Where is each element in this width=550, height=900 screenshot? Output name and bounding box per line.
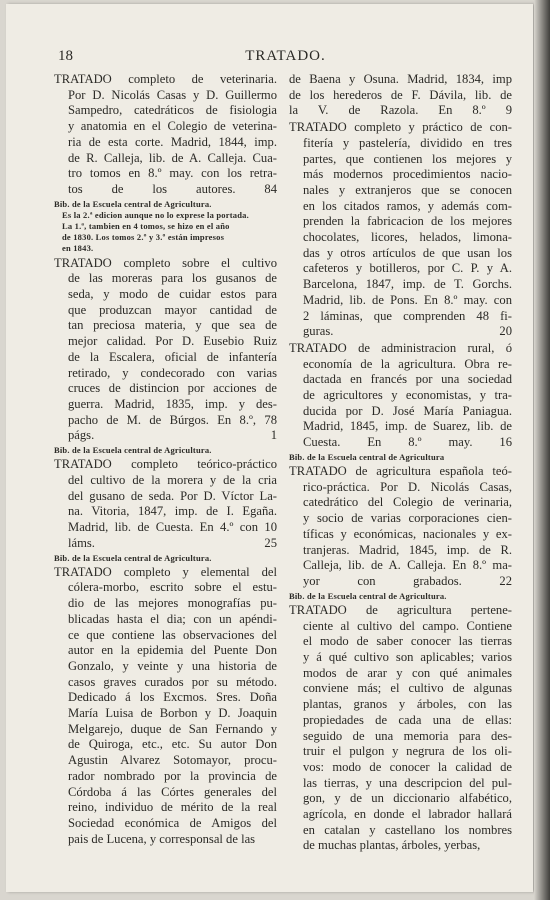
- entry-line: conviene más; el cultivo de algunas: [303, 681, 512, 696]
- entry-line: Madrid, lib. de Cuesta. En 4.º con 10: [68, 520, 277, 535]
- entry-line: propiedades de cada una de ellas:: [303, 712, 512, 727]
- entry-line: mejor calidad. Por D. Eusebio Ruiz: [68, 334, 277, 349]
- entry-line: de agricultores y economistas, y tra-: [303, 388, 512, 403]
- entry-line: Por D. Nicolás Casas y D. Guillermo: [68, 87, 277, 102]
- library-note: [289, 591, 512, 602]
- catalog-entry: [289, 120, 512, 340]
- entry-line: más modernos procedimientos nacio-: [303, 167, 512, 182]
- entry-line: págs. 1: [68, 428, 277, 443]
- page-header: [58, 48, 513, 72]
- note-line: La 1.ª, tambien en 4 tomos, se hizo en el año: [62, 221, 230, 232]
- entry-line: de Quiroga, etc., etc. Su autor Don: [68, 737, 277, 752]
- entry-line: ducida por D. José María Paniagua.: [303, 403, 512, 418]
- entry-heading-line: TRATADO completo sobre el cultivo: [54, 255, 277, 270]
- entry-line: de las moreras para los gusanos de: [68, 271, 277, 286]
- entry-line: del gusano de seda. Por D. Víctor La-: [68, 488, 277, 503]
- entry-line: Barcelona, 1847, imp. de T. Gorchs.: [303, 277, 512, 292]
- entry-line: las tierras, y una descripcion del pul-: [303, 775, 512, 790]
- entry-line: retirado, y condecorado con varias: [68, 365, 277, 380]
- entry-line: vos: modo de conocer la calidad de: [303, 759, 512, 774]
- entry-line: tro tomos en 8.º may. con los retra-: [68, 166, 277, 181]
- entry-line: y socio de varias corporaciones cien-: [303, 511, 512, 526]
- entry-line: en los citados ramos, y además com-: [303, 198, 512, 213]
- entry-line: autor en la epidemia del Puente Don: [68, 643, 277, 658]
- page-edge-shadow: [534, 0, 550, 900]
- entry-line: tíficas y económicas, nacionales y ex-: [303, 526, 512, 541]
- entry-line: de los herederos de F. Dávila, lib. de: [289, 87, 512, 102]
- catalog-entry: [54, 457, 277, 551]
- running-title: TRATADO.: [245, 48, 326, 64]
- entry-line: cruces de distincion por acciones de: [68, 381, 277, 396]
- entry-heading-line: TRATADO de administracion rural, ó: [289, 340, 512, 355]
- entry-line: tranjeras. Madrid, 1845, imp. de R.: [303, 542, 512, 557]
- library-note: [54, 199, 277, 255]
- entry-line: el modo de saber conocer las tierras: [303, 634, 512, 649]
- entry-line: de Baena y Osuna. Madrid, 1834, imp: [289, 72, 512, 86]
- catalog-entry: [54, 256, 277, 444]
- entry-line: modos de arar y con qué animales: [303, 665, 512, 680]
- entry-heading-line: TRATADO de agricultura española teó-: [289, 464, 512, 479]
- entry-heading-line: TRATADO completo y práctico de con-: [289, 120, 512, 135]
- entry-line: en catalan y castellano los nombres: [303, 822, 512, 837]
- entry-line: blicadas hasta el dia; con un apéndi-: [68, 611, 277, 626]
- entry-line: yor con grabados. 22: [303, 574, 512, 588]
- entry-line: seguido de una memoria para des-: [303, 728, 512, 743]
- catalog-entry: [289, 72, 512, 119]
- entry-line: del cultivo de la morera y de la cria: [68, 472, 277, 487]
- entry-line: gon, y de un diccionario alfabético,: [303, 791, 512, 806]
- note-line: de 1830. Los tomos 2.º y 3.º están impresos: [62, 232, 225, 243]
- entry-line: rador nombrado por la provincia de: [68, 768, 277, 783]
- entry-heading-line: TRATADO completo de veterinaria.: [54, 72, 277, 86]
- library-note: [54, 553, 277, 564]
- note-line: Bib. de la Escuela central de Agricultura.: [54, 445, 212, 456]
- entry-line: reino, individuo de mérito de la real: [68, 800, 277, 815]
- entry-line: pais de Lucena, y corresponsal de las: [68, 831, 256, 846]
- catalog-entry: [54, 72, 277, 198]
- entry-line: la V. de Razola. En 8.º 9: [289, 103, 512, 118]
- entry-line: catedrático del Colegio de verinaria,: [303, 495, 512, 510]
- library-note: [289, 452, 512, 463]
- entry-line: guras. 20: [303, 324, 512, 339]
- left-column: [54, 72, 277, 848]
- entry-line: economía de la agricultura. Obra re-: [303, 356, 512, 371]
- entry-line: ciente al cultivo del campo. Contiene: [303, 618, 512, 633]
- entry-line: Dedicado á los Excmos. Sres. Doña: [68, 690, 277, 705]
- book-page: [6, 4, 533, 892]
- page-number: 18: [58, 48, 73, 64]
- entry-line: tan preciosa materia, y que sea de: [68, 318, 277, 333]
- entry-line: Sociedad económica de Amigos del: [68, 815, 277, 830]
- entry-heading-line: TRATADO de agricultura pertene-: [289, 602, 512, 617]
- catalog-entry: [289, 464, 512, 590]
- entry-line: Córdoba á las Córtes generales del: [68, 784, 277, 799]
- note-line: en 1843.: [62, 243, 94, 254]
- entry-heading-line: TRATADO completo teórico-práctico: [54, 457, 277, 472]
- entry-line: truir el pulgon y negrura de los oli-: [303, 744, 512, 759]
- entry-line: fitería y pastelería, dividido en tres: [303, 135, 512, 150]
- catalog-entry: [289, 341, 512, 451]
- catalog-entry: [54, 565, 277, 848]
- note-line: Bib. de la Escuela central de Agricultura: [289, 451, 445, 462]
- entry-line: ce que contiene las observaciones del: [68, 627, 277, 642]
- library-note: [54, 445, 277, 456]
- right-column: [289, 72, 512, 855]
- entry-line: dactada en francés por una sociedad: [303, 372, 512, 387]
- note-line: Bib. de la Escuela central de Agricultura.: [54, 198, 212, 209]
- note-line: Bib. de la Escuela central de Agricultura.: [54, 552, 212, 563]
- entry-line: Madrid, 1845, imp. de Suarez, lib. de: [303, 419, 512, 434]
- entry-line: María Luisa de Borbon y D. Joaquin: [68, 706, 277, 721]
- entry-line: prenden la fabricacion de los mejores: [303, 214, 512, 229]
- entry-line: Calleja, lib. de A. Calleja. En 8.º ma-: [303, 558, 512, 573]
- entry-line: de la Escalera, oficial de infantería: [68, 349, 277, 364]
- entry-line: casos graves curados por su método.: [68, 674, 277, 689]
- note-line: Es la 2.ª edicion aunque no lo exprese la portada.: [62, 209, 249, 220]
- entry-line: rico-práctica. Por D. Nicolás Casas,: [303, 479, 512, 494]
- entry-line: dio de las mejores monografías pu-: [68, 596, 277, 611]
- entry-line: ria de esta corte. Madrid, 1844, imp.: [68, 134, 277, 149]
- entry-line: tos de los autores. 84: [68, 181, 277, 196]
- entry-line: das y otros artículos de que usan los: [303, 245, 512, 260]
- entry-line: Sampedro, catedráticos de fisiologia: [68, 103, 277, 118]
- entry-line: cólera-morbo, escrito sobre el estu-: [68, 580, 277, 595]
- entry-line: na. Vitoria, 1847, imp. de I. Egaña.: [68, 504, 277, 519]
- entry-line: Melgarejo, duque de San Fernando y: [68, 721, 277, 736]
- entry-line: nales y extranjeros que se conocen: [303, 182, 512, 197]
- entry-line: Cuesta. En 8.º may. 16: [303, 435, 512, 450]
- entry-line: partes, que contienen los mejores y: [303, 151, 512, 166]
- entry-line: pacho de M. de Búrgos. En 8.º, 78: [68, 412, 277, 427]
- entry-line: de R. Calleja, lib. de A. Calleja. Cua-: [68, 150, 277, 165]
- entry-line: guerra. Madrid, 1835, imp. y des-: [68, 396, 277, 411]
- entry-line: seda, y modo de cuidar estos para: [68, 287, 277, 302]
- entry-line: chocolates, licores, helados, limona-: [303, 230, 512, 245]
- entry-line: de muchas plantas, árboles, yerbas,: [303, 838, 481, 853]
- entry-line: Agustin Alvarez Sotomayor, procu-: [68, 753, 277, 768]
- entry-line: que produzcan mayor cantidad de: [68, 302, 277, 317]
- entry-heading-line: TRATADO completo y elemental del: [54, 564, 277, 579]
- catalog-entry: [289, 603, 512, 854]
- entry-line: Gonzalo, y veinte y una historia de: [68, 658, 277, 673]
- note-line: Bib. de la Escuela central de Agricultura.: [289, 590, 447, 601]
- entry-line: Madrid, lib. de Pons. En 8.º may. con: [303, 292, 512, 307]
- entry-line: cafeteros y botilleros, por C. P. y A.: [303, 261, 512, 276]
- entry-line: láms. 25: [68, 535, 277, 550]
- entry-line: y anatomia en el Colegio de veterina-: [68, 119, 277, 134]
- entry-line: agrícola, en donde el labrador hallará: [303, 807, 512, 822]
- entry-line: plantas, granos y árboles, con las: [303, 697, 512, 712]
- entry-line: 2 láminas, que comprenden 48 fi-: [303, 308, 512, 323]
- entry-line: y á qué cultivo son aplicables; varios: [303, 650, 512, 665]
